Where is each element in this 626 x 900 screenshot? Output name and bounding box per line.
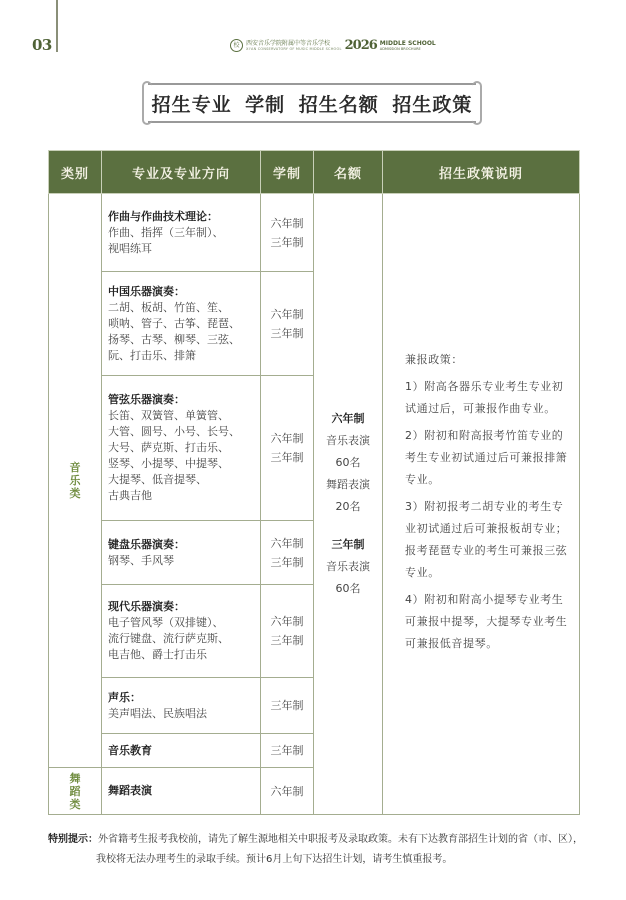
major-detail: 流行键盘、流行萨克斯、	[108, 632, 229, 645]
table-header-row	[49, 151, 580, 194]
quota-three-year-music: 音乐表演	[326, 560, 370, 573]
category-dance	[49, 768, 102, 815]
major-title: 舞蹈表演	[108, 784, 152, 797]
admissions-table	[48, 150, 580, 815]
school-name-cn: 西安音乐学院附属中等音乐学校	[246, 40, 331, 47]
notice-line-2: 我校将无法办理考生的录取手续。预计6月上旬下达招生计划，请考生慎重报考。	[96, 854, 453, 865]
duration-value: 六年制	[270, 615, 304, 628]
major-detail: 美声唱法、民族唱法	[108, 706, 207, 720]
major-title: 现代乐器演奏：	[108, 600, 185, 613]
major-detail: 唢呐、管子、古筝、琵琶、	[108, 316, 240, 330]
major-cell	[102, 194, 261, 272]
major-cell	[102, 272, 261, 376]
policy-cell	[383, 194, 580, 815]
category-char: 类	[69, 487, 81, 500]
school-name-en: XI'AN CONSERVATORY OF MUSIC MIDDLE SCHOOL	[246, 47, 342, 51]
category-char: 类	[69, 797, 81, 811]
duration-cell	[261, 734, 314, 768]
policy-heading: 兼报政策：	[405, 352, 463, 366]
decorative-vertical-line	[56, 0, 58, 52]
major-title: 作曲与作曲技术理论：	[108, 209, 218, 223]
duration-value: 六年制	[270, 432, 304, 445]
notice-line-1: 外省籍考生报考我校前，请先了解生源地相关中职报考及录取政策。未有下达教育部招生计划的省（市、区），	[98, 834, 583, 845]
quota-cell	[314, 194, 383, 815]
school-name-block	[246, 40, 342, 51]
school-emblem-icon: 校	[230, 39, 243, 52]
duration-value: 六年制	[270, 216, 304, 230]
duration-value: 三年制	[270, 555, 304, 569]
spacer	[314, 518, 382, 534]
quota-six-year-music-count: 60名	[335, 456, 361, 469]
quota-six-year-dance: 舞蹈表演	[326, 478, 370, 491]
major-cell	[102, 678, 261, 734]
major-cell	[102, 376, 261, 521]
page-title: 招生专业 学制 招生名额 招生政策	[151, 93, 473, 116]
category-char: 乐	[69, 474, 81, 487]
major-title: 声乐：	[108, 690, 141, 704]
major-detail: 视唱练耳	[108, 241, 152, 255]
duration-value: 六年制	[270, 307, 304, 321]
duration-value: 三年制	[270, 744, 304, 757]
category-char: 蹈	[69, 784, 81, 798]
special-notice	[48, 830, 608, 870]
header-major: 专业及专业方向	[102, 151, 261, 194]
major-cell	[102, 734, 261, 768]
major-detail: 扬琴、古琴、柳琴、三弦、	[108, 332, 240, 346]
policy-item: 1）附高各器乐专业考生专业初试通过后，可兼报作曲专业。	[405, 379, 564, 415]
major-detail: 电吉他、爵士打击乐	[108, 648, 207, 661]
notice-label: 特别提示：	[48, 834, 98, 845]
major-cell	[102, 768, 261, 815]
major-detail: 钢琴、手风琴	[108, 553, 174, 567]
duration-value: 六年制	[270, 784, 304, 798]
major-detail: 阮、打击乐、排箫	[108, 348, 196, 362]
category-char: 舞	[69, 771, 81, 785]
major-detail: 竖琴、小提琴、中提琴、	[108, 457, 229, 470]
table-row	[49, 194, 580, 272]
school-logo	[230, 38, 436, 53]
duration-value: 六年制	[270, 536, 304, 550]
major-detail: 大提琴、低音提琴、	[108, 473, 207, 486]
major-title: 管弦乐器演奏：	[108, 393, 185, 406]
major-detail: 作曲、指挥（三年制）、	[108, 225, 224, 239]
major-detail: 大管、圆号、小号、长号、	[108, 425, 240, 438]
duration-cell	[261, 585, 314, 678]
major-detail: 电子管风琴（双排键）、	[108, 616, 224, 629]
duration-value: 三年制	[270, 699, 304, 712]
page-title-frame	[148, 83, 476, 123]
duration-cell	[261, 272, 314, 376]
duration-value: 三年制	[270, 326, 304, 340]
quota-three-year-music-count: 60名	[335, 582, 361, 595]
duration-value: 三年制	[270, 235, 304, 249]
duration-value: 三年制	[270, 451, 304, 464]
quota-six-year-dance-count: 20名	[335, 500, 361, 513]
major-detail: 长笛、双簧管、单簧管、	[108, 409, 229, 422]
badge-subtitle: ADMISSION BROCHURE	[379, 46, 421, 51]
major-detail: 大号、萨克斯、打击乐、	[108, 441, 229, 454]
policy-item: 2）附初和附高报考竹笛专业的考生专业初试通过后可兼报排箫专业。	[405, 428, 568, 486]
major-title: 中国乐器演奏：	[108, 284, 185, 298]
duration-value: 三年制	[270, 634, 304, 647]
header-policy: 招生政策说明	[383, 151, 580, 194]
category-char: 音	[69, 461, 81, 474]
major-detail: 二胡、板胡、竹笛、笙、	[108, 300, 229, 314]
brochure-year: 2026	[344, 38, 377, 53]
quota-six-year-label: 六年制	[331, 412, 365, 425]
duration-cell	[261, 194, 314, 272]
major-title: 键盘乐器演奏：	[108, 537, 185, 551]
duration-cell	[261, 678, 314, 734]
duration-cell	[261, 521, 314, 585]
badge-title: MIDDLE SCHOOL	[379, 39, 436, 47]
quota-three-year-label: 三年制	[331, 538, 365, 551]
policy-item: 3）附初报考二胡专业的考生专业初试通过后可兼报板胡专业；报考琵琶专业的考生可兼报三弦专业。	[405, 499, 568, 579]
quota-six-year-music: 音乐表演	[326, 434, 370, 447]
header-duration: 学制	[261, 151, 314, 194]
duration-cell	[261, 768, 314, 815]
header-category: 类别	[49, 151, 102, 194]
major-title: 音乐教育	[108, 743, 152, 757]
brochure-badge	[380, 41, 436, 51]
policy-item: 4）附初和附高小提琴专业考生可兼报中提琴，大提琴专业考生可兼报低音提琴。	[405, 592, 568, 650]
major-detail: 古典吉他	[108, 489, 152, 502]
page-number: 03	[32, 36, 52, 54]
duration-cell	[261, 376, 314, 521]
major-cell	[102, 585, 261, 678]
category-music	[49, 194, 102, 768]
major-cell	[102, 521, 261, 585]
header-quota: 名额	[314, 151, 383, 194]
